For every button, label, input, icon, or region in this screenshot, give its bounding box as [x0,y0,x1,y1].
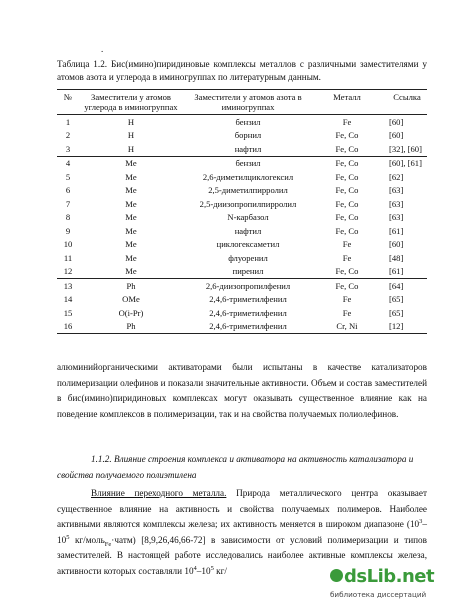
cell-nitrogen-substituent: 2,5-диизопропилпирролил [199,198,297,209]
cell-nitrogen-substituent: нафтил [234,225,262,236]
paragraph-text: ·чатм) [8,9,26,46,66-72] в зависимости от условий полимеризации и типов заместителей. В настоящей работе исследовались наиболее активные комплексы железа, активности которых составляли 10 [57,534,427,576]
cell-nitrogen-substituent: N-карбазол [227,212,269,223]
cell-reference: [32], [60] [389,143,422,154]
cell-num: 6 [65,185,71,196]
cell-reference: [12] [381,320,427,334]
superscript: 5 [210,564,214,572]
table-caption: Таблица 1.2. Бис(имино)пиридиновые комплексы металлов с различными заместителями у атомов азота и углерода в иминогруппах по литературным данным. [57,59,427,82]
table-row [57,320,427,334]
cell-reference: [65] [389,294,404,305]
cell-carbon-substituent: H [127,116,135,127]
cell-reference: [65] [389,307,404,318]
cell-reference: [64] [381,279,427,293]
cell-carbon-substituent: Me [79,156,183,170]
cell-metal: Fe [342,239,352,250]
table-row [57,224,427,238]
cell-num: 12 [63,266,73,277]
cell-num: 3 [65,143,71,154]
cell-metal: Fe, Co [335,130,359,141]
cell-num: 14 [63,294,73,305]
watermark-logo: dsLib.net [344,566,435,587]
paragraph-lead: Влияние переходного металла. [91,488,227,498]
header-reference: Ссылка [393,92,421,102]
table-row [57,279,427,293]
cell-nitrogen-substituent: флуоренил [228,252,268,263]
table-row [57,170,427,184]
cell-metal: Fe, Co [335,143,359,154]
cell-reference: [63] [389,185,404,196]
paragraph-text: Природа металлического центра оказывает существенное влияние на активность и свойства получаемых полимеров. Наиболее активными являются комплексы железа; их активность меняется в широком диапазоне (10 [57,488,427,530]
dslib-watermark[interactable] [330,566,448,604]
cell-metal: Fe [342,294,352,305]
cell-reference: [48] [389,252,404,263]
table-row [57,115,427,129]
watermark-subtitle: библиотека диссертаций [330,590,427,599]
cell-nitrogen-substituent: 2,6-диметилциклогексил [202,171,294,182]
cell-num: 2 [65,130,71,141]
cell-num: 11 [63,252,73,263]
cell-carbon-substituent: Me [125,239,137,250]
cell-num: 16 [57,320,79,334]
paragraph-text: –10 [196,565,211,576]
superscript: 3 [419,518,423,526]
section-heading: 1.1.2. Влияние строения комплекса и активатора на активность катализатора и свойства получаемого полиэтилена [57,454,414,480]
cell-nitrogen-substituent: 2,5-диметилпирролил [208,185,288,196]
complexes-table [57,89,427,334]
cell-metal: Fe, Co [335,266,359,277]
table-header-row [57,90,427,115]
table-row [57,293,427,307]
cell-num: 7 [65,198,71,209]
cell-nitrogen-substituent: бензил [235,116,261,127]
table-row [57,238,427,252]
cell-carbon-substituent: Me [125,212,137,223]
cell-metal: Fe [342,307,352,318]
table-row [57,251,427,265]
superscript: 4 [193,564,197,572]
cell-metal: Fe, Co [313,279,381,293]
cell-carbon-substituent: OMe [122,294,140,305]
cell-reference: [63] [389,212,404,223]
cell-carbon-substituent: O(i-Pr) [118,307,144,318]
table-row [57,156,427,170]
cell-reference: [61] [389,225,404,236]
cell-carbon-substituent: H [127,143,135,154]
cell-carbon-substituent: Me [125,252,137,263]
cell-carbon-substituent: Me [125,198,137,209]
cell-metal: Fe, Co [335,171,359,182]
cell-carbon-substituent: Me [125,185,137,196]
cell-metal: Fe, Co [335,185,359,196]
paragraph-activators: алюминийорганическими активаторами были испытаны в качестве катализаторов полимеризации олефинов и показали значительные активности. Объем и состав заместителей в бис(имино)пиридиновых комплексах могут оказывать существенное влияние как на поведение комплексов в полимеризации, так и на свойства получаемых полиолефинов. [57,362,427,419]
page-dot: . [101,44,104,54]
cell-metal: Fe, Co [335,198,359,209]
cell-carbon-substituent: Ph [79,279,183,293]
cell-carbon-substituent: Me [125,225,137,236]
cell-metal: Cr, Ni [313,320,381,334]
table-body [57,115,427,334]
header-carbon-substituents: Заместители у атомов углерода в иминогруппах [84,92,178,112]
header-num: № [63,92,73,102]
cell-reference: [61] [389,266,404,277]
table-row [57,265,427,279]
cell-carbon-substituent: Me [125,266,137,277]
cell-num: 9 [65,225,71,236]
cell-reference: [60] [389,239,404,250]
cell-num: 13 [57,279,79,293]
superscript: 5 [66,533,70,541]
cell-nitrogen-substituent: 2,6-диизопропилфенил [183,279,313,293]
cell-reference: [60] [389,130,404,141]
cell-num: 1 [65,116,71,127]
table-row [57,184,427,198]
cell-nitrogen-substituent: пиренил [232,266,264,277]
cell-nitrogen-substituent: циклогексаметил [216,239,280,250]
cell-num: 5 [65,171,71,182]
paragraph-text: кг/ [213,565,227,576]
subscript: Fe [104,540,112,548]
header-metal: Металл [333,92,361,102]
cell-num: 10 [63,239,73,250]
cell-nitrogen-substituent: бензил [183,156,313,170]
cell-nitrogen-substituent: 2,4,6-триметилфенил [209,294,287,305]
cell-metal: Fe, Co [335,225,359,236]
paragraph-text: кг/моль [69,534,105,545]
table-row [57,211,427,225]
cell-reference: [60] [389,116,404,127]
cell-num: 8 [65,212,71,223]
dslib-logo-icon [330,569,343,582]
cell-metal: Fe, Co [313,156,381,170]
cell-metal: Fe [342,116,352,127]
table-row [57,197,427,211]
cell-num: 4 [57,156,79,170]
cell-nitrogen-substituent: нафтил [234,143,262,154]
cell-metal: Fe, Co [335,212,359,223]
header-nitrogen-substituents: Заместители у атомов азота в иминогруппах [194,92,302,112]
cell-reference: [62] [389,171,404,182]
table-row [57,306,427,320]
cell-nitrogen-substituent: борнил [234,130,262,141]
cell-metal: Fe [342,252,352,263]
cell-nitrogen-substituent: 2,4,6-триметилфенил [209,307,287,318]
cell-carbon-substituent: Me [125,171,137,182]
table-row [57,142,427,156]
cell-num: 15 [63,307,73,318]
cell-reference: [60], [61] [381,156,427,170]
cell-reference: [63] [389,198,404,209]
cell-nitrogen-substituent: 2,4,6-триметилфенил [183,320,313,334]
paragraph-text: –10 [57,519,427,545]
table-row [57,129,427,143]
cell-carbon-substituent: Ph [79,320,183,334]
cell-carbon-substituent: H [127,130,135,141]
